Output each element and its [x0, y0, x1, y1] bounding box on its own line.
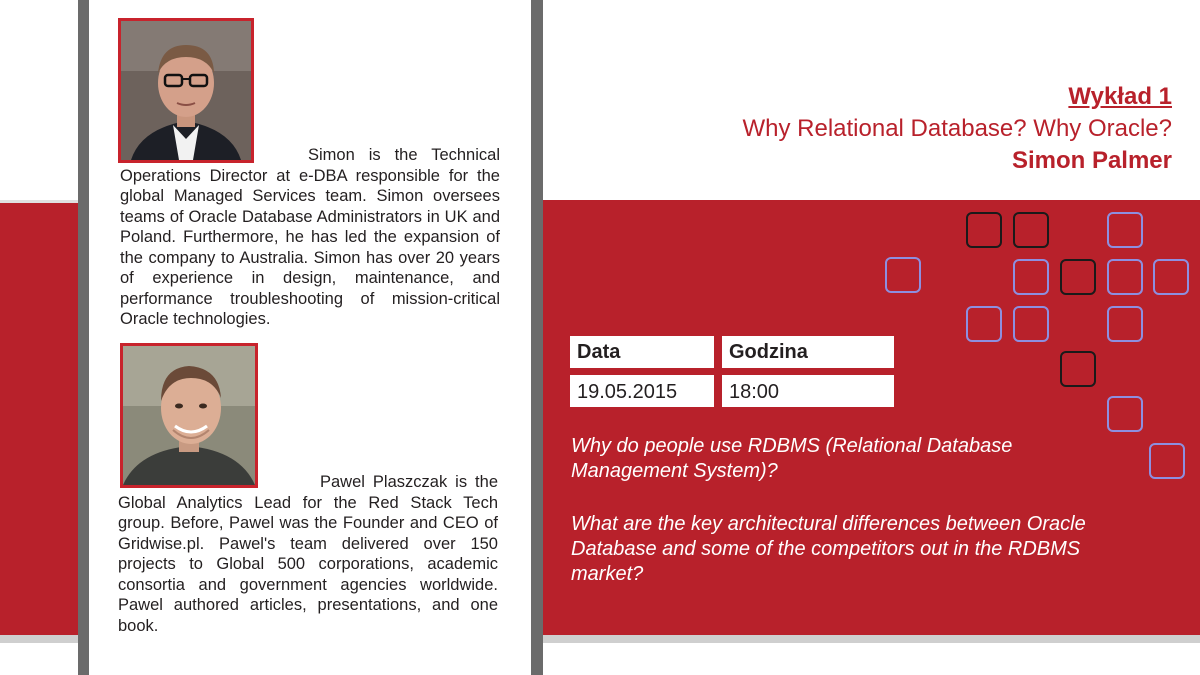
- speaker-photo-simon: [118, 18, 254, 163]
- deco-square: [1107, 212, 1143, 248]
- question-1: Why do people use RDBMS (Relational Database Management System)?: [571, 435, 1013, 482]
- person-icon: [123, 346, 255, 485]
- deco-square: [1149, 443, 1185, 479]
- lecture-title: Why Relational Database? Why Oracle?: [742, 115, 1172, 142]
- deco-square: [1060, 259, 1096, 295]
- deco-square: [1013, 259, 1049, 295]
- deco-square: [966, 212, 1002, 248]
- bio-pawel: Pawel Plaszczak is the Global Analytics Lead for the Red Stack Tech group. Before, Pawel was the Founder and CEO of Gridwise.pl. Pawel's team delivered over 150 projects to Global 500 corporations, academic consortia and government agencies worldwide. Pawel authored articles, presentations, and one book.: [118, 473, 498, 635]
- bottom-band-left: [0, 635, 78, 643]
- date-header: Data: [570, 336, 714, 368]
- right-vertical-bar: [531, 0, 543, 675]
- deco-square: [1060, 351, 1096, 387]
- person-icon: [121, 21, 251, 160]
- speaker-name: Simon Palmer: [1011, 147, 1172, 174]
- left-vertical-bar: [78, 0, 89, 675]
- bio-simon: Simon is the Technical Operations Director at e-DBA responsible for the global Managed Services team. Simon oversees teams of Oracle Database Administrators in UK and Poland. Furthermore, he has led the expansion of the company to Australia. Simon has over 20 years of experience in design, maintenance, and performance troubleshooting of mission-critical Oracle technologies.: [120, 146, 500, 328]
- deco-square: [1107, 259, 1143, 295]
- speaker-photo-pawel: [120, 343, 258, 488]
- deco-square: [1107, 306, 1143, 342]
- deco-square: [885, 257, 921, 293]
- time-value: 18:00: [722, 375, 894, 407]
- deco-square: [1107, 396, 1143, 432]
- date-value: 19.05.2015: [570, 375, 714, 407]
- deco-square: [1013, 212, 1049, 248]
- deco-square: [966, 306, 1002, 342]
- lecture-number: Wykład 1: [1068, 83, 1172, 110]
- bottom-band-right: [543, 635, 1200, 643]
- question-2: What are the key architectural differences between Oracle Database and some of the competitors out in the RDBMS market?: [571, 513, 1086, 585]
- left-red-band: [0, 200, 78, 638]
- deco-square: [1153, 259, 1189, 295]
- deco-square: [1013, 306, 1049, 342]
- time-header: Godzina: [722, 336, 894, 368]
